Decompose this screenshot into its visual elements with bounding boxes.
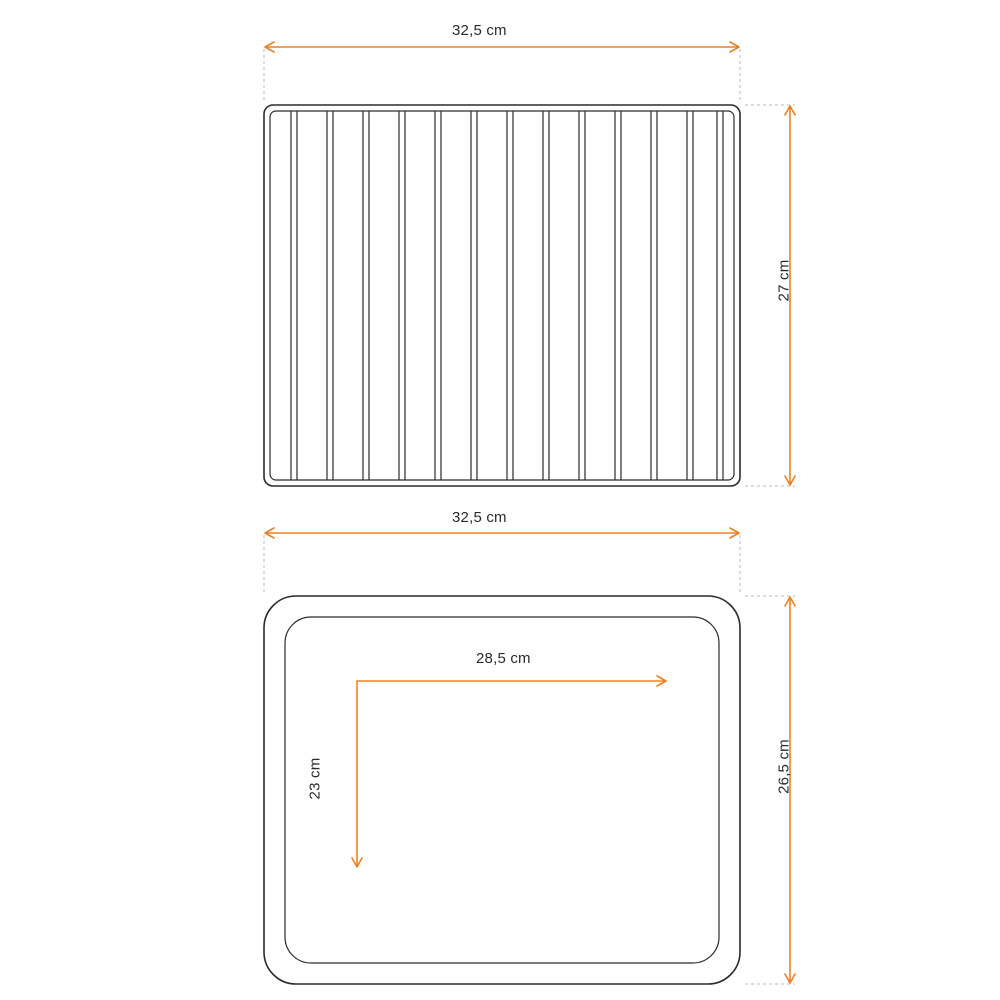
rack-width-label: 32,5 cm	[452, 22, 507, 39]
tray-inner-width-label: 28,5 cm	[476, 650, 531, 667]
rack-width-dimension	[265, 42, 739, 52]
tray-width-label: 32,5 cm	[452, 509, 507, 526]
grill-rack-group	[264, 42, 795, 486]
rack-bars	[291, 111, 723, 480]
tray-depth-label: 26,5 cm	[775, 739, 793, 794]
rack-inner-frame	[270, 111, 734, 480]
view-divider	[0, 506, 1000, 507]
tray-inner-depth-label: 23 cm	[306, 757, 324, 800]
tray-inner-dimension	[352, 676, 666, 867]
rack-outer-frame	[264, 105, 740, 486]
rack-guide-lines	[264, 47, 795, 486]
tray-guide-lines	[264, 533, 795, 984]
baking-tray-group	[264, 528, 795, 984]
tray-width-dimension	[265, 528, 739, 538]
rack-depth-label: 27 cm	[775, 259, 793, 302]
tray-inner-rim	[285, 617, 719, 963]
